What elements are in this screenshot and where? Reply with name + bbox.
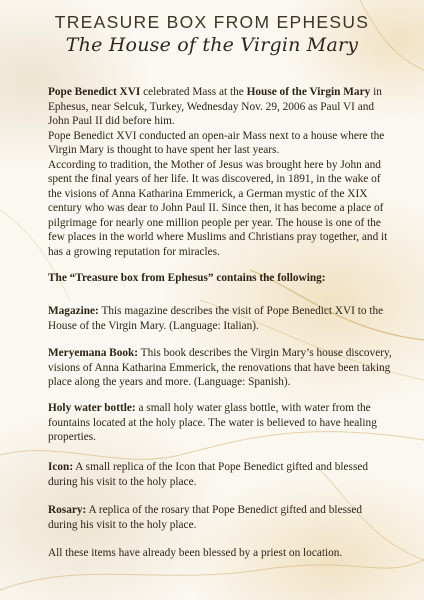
item-description: This book describes the Virgin Mary’s house discovery, visions of Anna Katharina Emmerick, the renovations that have been taking place along the years and more. (Language: Spanish). [48, 347, 392, 388]
item-holy-water-bottle [48, 401, 393, 445]
intro-bold-pope: Pope Benedict XVI [48, 86, 141, 98]
item-description: A small replica of the Icon that Pope Benedict gifted and blessed during his visit to the holy place. [48, 461, 369, 488]
intro-bold-house: House of the Virgin Mary [246, 86, 371, 98]
item-description: A replica of the rosary that Pope Benedict gifted and blessed during his visit to the holy place. [48, 504, 363, 531]
item-name: Meryemana Book: [48, 347, 139, 359]
intro-paragraph-1 [48, 86, 382, 127]
item-rosary [48, 503, 393, 532]
intro-paragraph-2: Pope Benedict XVI conducted an open-air Mass next to a house where the Virgin Mary is thought to have spent her last years. [48, 129, 385, 156]
item-icon [48, 460, 393, 489]
item-name: Icon: [48, 461, 74, 473]
item-name: Rosary: [48, 504, 87, 516]
item-description: a small holy water glass bottle, with water from the fountains located at the holy place. The water is believed to have healing properties. [48, 402, 377, 443]
page-title: TREASURE BOX FROM EPHESUS [54, 12, 370, 32]
contains-heading [48, 271, 393, 286]
footer-note: All these items have already been blessed by a priest on location. [48, 547, 343, 559]
item-magazine [48, 304, 393, 333]
intro-text-1: celebrated Mass at the [140, 86, 247, 98]
item-description: This magazine describes the visit of Pope Benedict XVI to the House of the Virgin Mary. (Language: Italian). [48, 305, 384, 332]
item-name: Holy water bottle: [48, 402, 136, 414]
item-name: Magazine: [48, 305, 99, 317]
item-meryemana-book [48, 346, 393, 390]
intro-paragraph-3: According to tradition, the Mother of Jesus was brought here by John and spent the final years of her life. It was discovered, in 1891, in the wake of the visions of Anna Katharina Emmerick, a German mystic of the XIX century who was dear to John Paul II. Since then, it has become a place of pilgrimage for nearly one million people per year. The house is one of the few places in the world where Muslims and Christians pray together, and it has a growing reputation for miracles. [48, 158, 388, 258]
page-subtitle: The House of the Virgin Mary [65, 34, 359, 56]
intro-text-2: in Ephesus, near Selcuk, Turkey, Wednesday Nov. 29, 2006 as Paul VI and John Paul II did before him. [48, 86, 382, 127]
intro-section [48, 85, 393, 259]
contains-heading-text: The “Treasure box from Ephesus” contains the following: [48, 272, 326, 284]
